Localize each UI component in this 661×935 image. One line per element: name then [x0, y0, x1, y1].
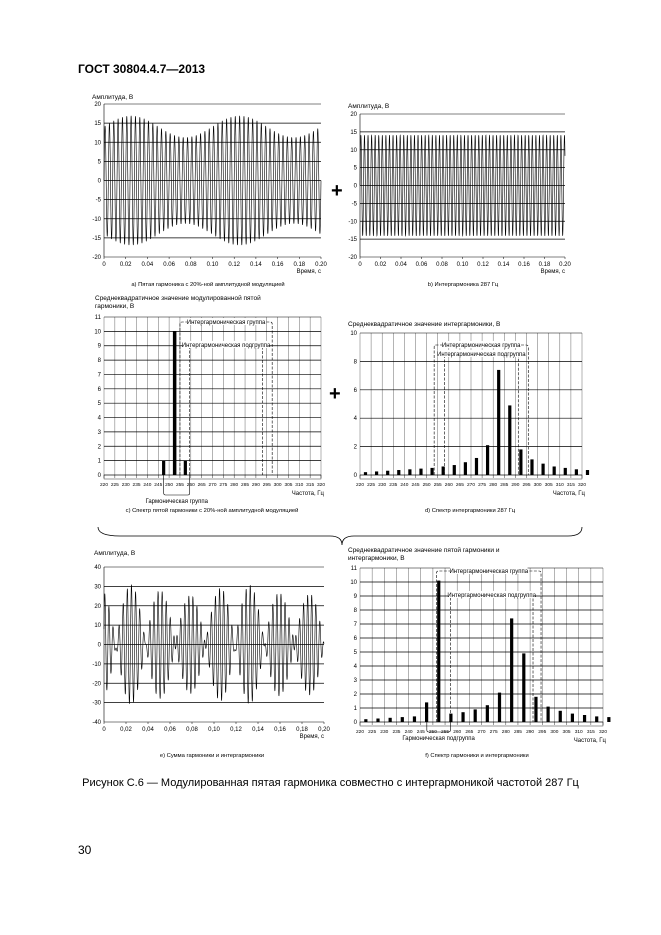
chart-c-ytick-label: 8 [97, 358, 101, 365]
chart-b-xlabel: Время, с [540, 269, 565, 275]
chart-a-caption: а) Пятая гармоника с 20%-ной амплитудной модуляцией [131, 282, 285, 288]
chart-d-bar [497, 370, 500, 475]
chart-f-xtick-label: 270 [477, 730, 486, 735]
chart-b-ytick-label: -5 [351, 201, 357, 208]
chart-a-ytick-label: -5 [95, 197, 101, 204]
chart-f-xtick-label: 225 [368, 730, 377, 735]
chart-c-xtick-label: 305 [284, 483, 293, 488]
chart-c-xtick-label: 310 [295, 483, 304, 488]
chart-c-ytick-label: 1 [97, 458, 101, 465]
chart-d-xtick-label: 305 [544, 483, 553, 488]
chart-e-xlabel: Время, с [299, 734, 324, 740]
chart-b-caption: b) Интергармоника 287 Гц [427, 282, 499, 288]
chart-c-ylabel: гармоники, В [95, 303, 135, 310]
chart-d-xtick-label: 270 [466, 483, 476, 488]
chart-e-xtick-label: 0,14 [252, 727, 264, 733]
chart-b-xtick-label: 0.02 [374, 262, 387, 268]
chart-d-xtick-label: 245 [411, 483, 420, 488]
chart-f-xtick-label: 310 [574, 730, 583, 735]
chart-f-xtick-label: 285 [513, 730, 522, 735]
chart-a-xtick-label: 0.14 [250, 262, 262, 268]
chart-d-bar [530, 459, 533, 475]
chart-c-interharmonic-group-label: Интергармоническая группа [186, 320, 266, 326]
chart-f-bar [376, 719, 379, 723]
chart-c-xtick-label: 275 [219, 483, 228, 488]
chart-f-interharmonic-group-label: Интергармоническая группа [449, 569, 529, 575]
chart-a-xtick-label: 0.12 [228, 262, 241, 268]
chart-f-ytick-label: 0 [353, 720, 357, 726]
chart-d-ytick-label: 2 [353, 444, 357, 451]
chart-e-xtick-label: 0,02 [120, 727, 132, 733]
chart-c-xtick-label: 235 [132, 483, 141, 488]
chart-c-ytick-label: 2 [97, 444, 101, 451]
chart-d-caption: d) Спектр интергармоники 287 Гц [424, 508, 516, 514]
chart-b-xtick-label: 0.16 [518, 262, 530, 268]
chart-d-ytick-label: 4 [353, 416, 357, 423]
chart-f-xtick-label: 220 [355, 730, 365, 735]
chart-e-ytick-label: 40 [94, 565, 101, 571]
chart-a-xtick-label: 0.10 [206, 262, 219, 268]
chart-f-bar [571, 714, 574, 722]
chart-d-bar [519, 449, 522, 475]
chart-f-ytick-label: 10 [350, 580, 357, 586]
chart-f-bar [486, 705, 489, 722]
chart-f-bar [449, 714, 452, 722]
chart-f-bar [559, 711, 562, 722]
chart-c-caption: с) Спектр пятой гармоники с 20%-ной амплитудной модуляцией [125, 508, 299, 514]
chart-a-xtick-label: 0.18 [293, 262, 306, 268]
chart-f-xtick-label: 230 [380, 730, 389, 735]
chart-f-bar [401, 717, 404, 722]
chart-f-xtick-label: 295 [538, 730, 547, 735]
chart-d-bar [464, 462, 467, 475]
chart-f-xtick-label: 250 [428, 730, 437, 735]
chart-d-bar [486, 445, 489, 475]
chart-f-caption: f) Спектр гармоники и интергармоники [425, 753, 529, 759]
chart-f-xtick-label: 290 [526, 730, 535, 735]
chart-e-xtick-label: 0,06 [164, 727, 176, 733]
chart-e-ytick-label: -30 [92, 700, 101, 707]
chart-e-ytick-label: 0 [97, 642, 101, 649]
chart-b-xtick-label: 0.14 [497, 262, 510, 268]
chart-b-ytick-label: 10 [350, 147, 357, 154]
chart-b-ytick-label: 5 [353, 165, 357, 172]
chart-f-xtick-label: 240 [404, 730, 413, 735]
chart-c-xtick-label: 280 [230, 483, 239, 488]
chart-e-xtick-label: 0,10 [208, 727, 220, 733]
chart-f-xtick-label: 255 [441, 730, 450, 735]
chart-d-xtick-label: 230 [378, 483, 387, 488]
chart-e-xtick-label: 0,18 [296, 727, 308, 733]
chart-d-xtick-label: 320 [577, 483, 587, 488]
chart-f-bar [583, 715, 586, 722]
chart-a-ytick-label: -10 [92, 216, 101, 223]
chart-a-ytick-label: 5 [97, 159, 101, 166]
chart-b-xtick-label: 0.12 [477, 262, 489, 268]
chart-f-interharmonic-subgroup-label: Интергармоническая подгруппа [447, 593, 536, 599]
chart-f-ytick-label: 1 [353, 706, 357, 712]
chart-f-ytick-label: 7 [353, 622, 357, 628]
chart-f-bar [413, 716, 416, 722]
chart-f-ytick-label: 11 [350, 566, 357, 572]
chart-e-xtick-label: 0,16 [274, 727, 286, 733]
chart-d-bar [364, 472, 367, 475]
chart-c-xtick-label: 265 [197, 483, 206, 488]
chart-a-xtick-label: 0 [102, 262, 106, 268]
chart-f-xtick-label: 300 [550, 730, 559, 735]
chart-e-xtick-label: 0,08 [186, 727, 198, 733]
chart-f-bar [425, 702, 428, 722]
chart-c-ytick-label: 11 [94, 315, 101, 321]
chart-c-xtick-label: 285 [241, 483, 250, 488]
chart-f-bar [547, 707, 550, 722]
chart-d-bar [553, 466, 556, 475]
chart-f-xtick-label: 265 [465, 730, 474, 735]
chart-c-xtick-label: 250 [165, 483, 174, 488]
chart-f-ylabel: интергармоники, В [348, 555, 405, 562]
chart-d-xtick-label: 310 [555, 483, 564, 488]
chart-c-bar [162, 461, 165, 475]
chart-c-xtick-label: 290 [251, 483, 260, 488]
chart-a-xlabel: Время, с [296, 269, 321, 275]
chart-d-xtick-label: 280 [489, 483, 498, 488]
chart-b-xtick-label: 0 [358, 262, 362, 268]
chart-a-xtick-label: 0.02 [119, 262, 132, 268]
chart-f-bar [595, 716, 598, 722]
chart-b-xtick-label: 0.20 [559, 262, 571, 268]
chart-f-bar [534, 697, 537, 722]
chart-c-xlabel: Частота, Гц [291, 491, 324, 497]
chart-b-ylabel: Амплитуда, В [348, 103, 390, 110]
chart-d-bar [586, 470, 589, 475]
chart-e-ytick-label: 30 [94, 584, 101, 591]
chart-d-ylabel: Среднеквадратичное значение интергармоники, В [348, 321, 501, 328]
chart-a-ytick-label: 20 [94, 102, 101, 108]
chart-f-bar [461, 712, 464, 722]
chart-d-ytick-label: 0 [353, 473, 357, 479]
chart-b-ytick-label: 20 [350, 112, 357, 118]
chart-d-bar [386, 471, 389, 475]
chart-e-xtick-label: 0,20 [318, 727, 330, 733]
chart-b-ytick-label: -15 [348, 237, 357, 244]
chart-f-bar [474, 709, 477, 722]
chart-e-xtick-label: 0 [102, 727, 106, 733]
chart-a-xtick-label: 0.20 [315, 262, 327, 268]
chart-f-ytick-label: 3 [353, 678, 357, 684]
chart-f-bar [522, 653, 525, 722]
chart-d-interharmonic-subgroup-bracket [444, 354, 518, 475]
chart-c-bar [184, 461, 187, 475]
chart-b-ytick-label: -10 [348, 219, 357, 226]
chart-b-xtick-label: 0.18 [538, 262, 551, 268]
chart-f-bar [607, 717, 610, 722]
chart-c-xtick-label: 220 [99, 483, 109, 488]
chart-d-ytick-label: 8 [353, 359, 357, 366]
chart-b-ytick-label: -20 [348, 255, 357, 261]
chart-d-bar [575, 469, 578, 475]
chart-b-ytick-label: 15 [350, 129, 357, 136]
chart-c-ytick-label: 10 [94, 329, 101, 336]
chart-e-ytick-label: -20 [92, 681, 101, 688]
chart-f-xtick-label: 305 [562, 730, 571, 735]
chart-d-bar [541, 464, 544, 475]
chart-d-bar [419, 469, 422, 475]
chart-d-xtick-label: 255 [433, 483, 442, 488]
chart-f-bar [437, 581, 440, 722]
chart-a-ytick-label: 0 [97, 178, 101, 185]
chart-c-ylabel: Среднеквадратичное значение модулированной пятой [95, 295, 261, 302]
chart-f-ytick-label: 2 [353, 692, 357, 698]
chart-c-xtick-label: 270 [208, 483, 217, 488]
chart-c-xtick-label: 320 [316, 483, 326, 488]
chart-a-ytick-label: 10 [94, 140, 101, 147]
chart-f-xtick-label: 260 [453, 730, 462, 735]
chart-e-ytick-label: -10 [92, 661, 101, 668]
chart-b-xtick-label: 0.06 [415, 262, 428, 268]
chart-a-ytick-label: -20 [92, 255, 101, 261]
chart-b-xtick-label: 0.10 [456, 262, 469, 268]
chart-c-ytick-label: 6 [97, 386, 101, 393]
chart-c-ytick-label: 7 [97, 372, 101, 379]
chart-f-ytick-label: 4 [353, 664, 357, 670]
chart-f-bar [510, 618, 513, 722]
chart-f-ylabel: Среднеквадратичное значение пятой гармоники и [348, 547, 500, 554]
chart-c-ytick-label: 4 [97, 415, 101, 422]
chart-d-bar [508, 405, 511, 475]
chart-e-xtick-label: 0,04 [142, 727, 154, 733]
chart-f-bar [364, 719, 367, 722]
chart-c-xtick-label: 255 [175, 483, 184, 488]
chart-a-xtick-label: 0.08 [184, 262, 197, 268]
chart-f-ytick-label: 5 [353, 650, 357, 656]
figure-caption: Рисунок С.6 — Модулированная пятая гармоника совместно с интергармоникой частотой 287 Гц [82, 777, 579, 789]
chart-a-xtick-label: 0.06 [163, 262, 175, 268]
chart-f-bar [389, 718, 392, 722]
document-header: ГОСТ 30804.4.7—2013 [78, 62, 206, 76]
chart-d-xtick-label: 220 [355, 483, 365, 488]
chart-c-xtick-label: 300 [273, 483, 282, 488]
chart-c-xtick-label: 295 [262, 483, 271, 488]
chart-f-xtick-label: 235 [392, 730, 401, 735]
chart-c-xtick-label: 240 [143, 483, 152, 488]
chart-d-xtick-label: 300 [533, 483, 542, 488]
chart-d-bar [397, 470, 400, 475]
chart-e-ylabel: Амплитуда, В [94, 550, 136, 557]
chart-f-ytick-label: 9 [353, 594, 357, 600]
chart-c-interharmonic-subgroup-bracket [190, 345, 263, 475]
chart-f-ytick-label: 8 [353, 608, 357, 614]
chart-f-xtick-label: 275 [489, 730, 498, 735]
chart-d-interharmonic-group-label: Интергармоническая группа [441, 343, 521, 349]
chart-d-xtick-label: 290 [511, 483, 520, 488]
chart-b-ytick-label: 0 [353, 183, 357, 190]
chart-a-series-line [104, 116, 321, 245]
chart-d-xtick-label: 285 [500, 483, 509, 488]
chart-a-ytick-label: -15 [92, 235, 101, 242]
page-number: 30 [78, 843, 92, 857]
chart-d-bar [453, 465, 456, 475]
chart-b-xtick-label: 0.04 [395, 262, 407, 268]
combining-brace [98, 527, 582, 545]
chart-f-ytick-label: 6 [353, 636, 357, 642]
chart-d-bar [564, 468, 567, 475]
chart-e-caption: е) Сумма гармоники и интергармоники [159, 753, 265, 759]
chart-d-xtick-label: 275 [478, 483, 487, 488]
chart-c-ytick-label: 3 [97, 429, 101, 436]
chart-f-xtick-label: 280 [501, 730, 510, 735]
chart-e-ytick-label: 20 [94, 603, 101, 610]
chart-f-harmonic-group-label: Гармоническая подгруппа [402, 736, 475, 742]
chart-c-xtick-label: 260 [186, 483, 195, 488]
chart-c-ytick-label: 9 [97, 343, 101, 350]
chart-d-bar [430, 468, 433, 475]
chart-f-interharmonic-subgroup-bracket [450, 595, 533, 722]
chart-a-ylabel: Амплитуда, В [92, 94, 134, 101]
chart-b-xtick-label: 0.08 [436, 262, 448, 268]
chart-d-xlabel: Частота, Гц [552, 491, 585, 497]
chart-d-bar [408, 469, 411, 475]
chart-e-ytick-label: -40 [92, 720, 101, 726]
chart-c-ytick-label: 5 [97, 401, 101, 408]
chart-d-interharmonic-group-bracket [434, 345, 528, 475]
chart-d-interharmonic-subgroup-label: Интергармоническая подгруппа [437, 352, 526, 358]
chart-c-harmonic-group-label: Гармоническая группа [145, 499, 208, 505]
chart-c-interharmonic-subgroup-label: Интергармоническая подгруппа [181, 343, 271, 349]
chart-d-xtick-label: 225 [367, 483, 376, 488]
chart-d-xtick-label: 315 [566, 483, 575, 488]
chart-c-xtick-label: 245 [154, 483, 163, 488]
chart-f-xlabel: Частота, Гц [573, 738, 606, 744]
chart-d-xtick-label: 250 [422, 483, 431, 488]
chart-c-xtick-label: 225 [110, 483, 119, 488]
chart-f-xtick-label: 320 [598, 730, 608, 735]
chart-f-bar [498, 693, 501, 722]
chart-f-xtick-label: 245 [416, 730, 425, 735]
chart-a-xtick-label: 0.04 [141, 262, 154, 268]
chart-c-ytick-label: 0 [97, 473, 101, 479]
plus-sign-middle: + [329, 383, 341, 405]
chart-d-xtick-label: 295 [522, 483, 531, 488]
chart-d-xtick-label: 260 [444, 483, 453, 488]
chart-c-xtick-label: 230 [121, 483, 130, 488]
chart-d-bar [375, 471, 378, 475]
plus-sign-top: + [331, 180, 343, 202]
chart-d-ytick-label: 6 [353, 387, 357, 394]
chart-a-xtick-label: 0.16 [271, 262, 284, 268]
chart-e-xtick-label: 0,12 [230, 727, 242, 733]
chart-d-xtick-label: 265 [455, 483, 464, 488]
chart-e-ytick-label: 10 [94, 623, 101, 630]
chart-d-ytick-label: 10 [350, 331, 357, 337]
chart-d-bar [475, 458, 478, 475]
chart-d-xtick-label: 240 [400, 483, 409, 488]
chart-c-bar [173, 331, 177, 475]
chart-f-xtick-label: 315 [586, 730, 595, 735]
chart-c-xtick-label: 315 [306, 483, 315, 488]
chart-d-xtick-label: 235 [389, 483, 398, 488]
chart-a-ytick-label: 15 [94, 121, 101, 128]
